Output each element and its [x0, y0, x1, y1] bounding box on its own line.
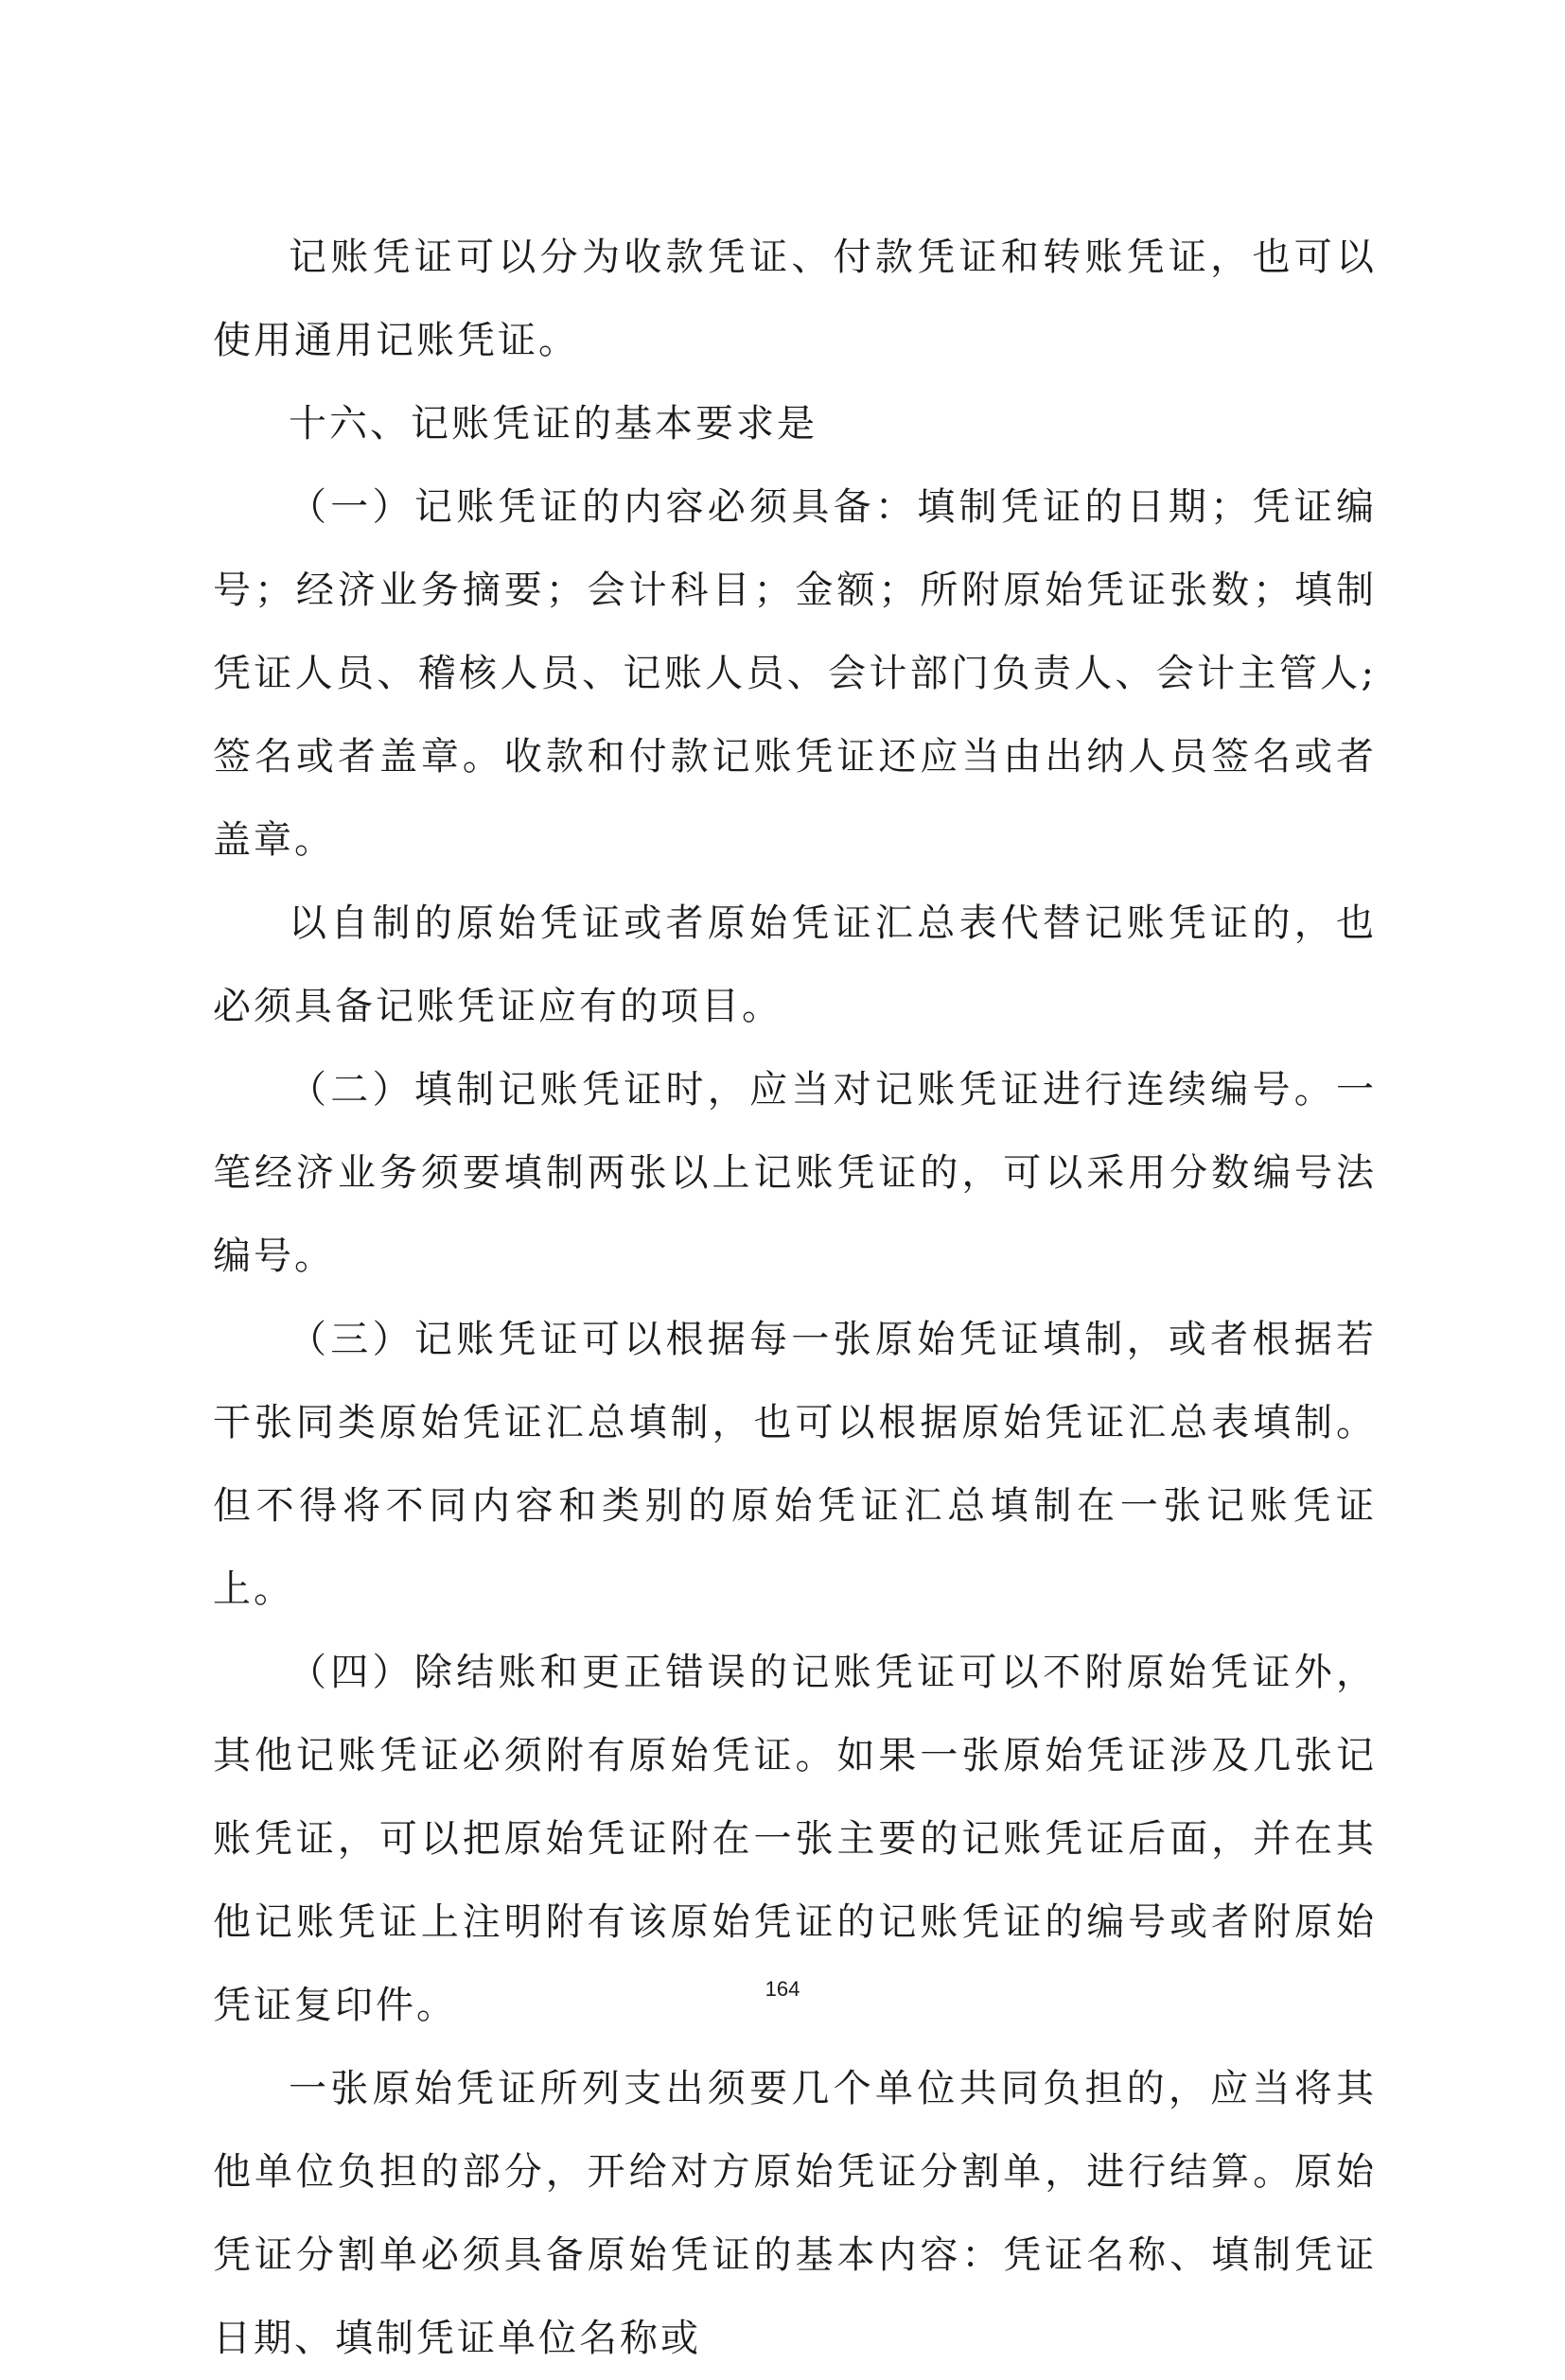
paragraph-item-2: （二）填制记账凭证时，应当对记账凭证进行连续编号。一笔经济业务须要填制两张以上记账凭证的，可以采用分数编号法编号。: [213, 1068, 1377, 1278]
paragraph-split-voucher: 一张原始凭证所列支出须要几个单位共同负担的，应当将其他单位负担的部分，开给对方原始凭证分割单，进行结算。原始凭证分割单必须具备原始凭证的基本内容：凭证名称、填制凭证日期、填制凭证单位名称或: [213, 2067, 1377, 2360]
paragraph-voucher-types: 记账凭证可以分为收款凭证、付款凭证和转账凭证，也可以使用通用记账凭证。: [213, 236, 1377, 362]
page-number: 164: [765, 1977, 800, 2001]
body-text: [213, 216, 1377, 2380]
paragraph-item-4: （四）除结账和更正错误的记账凭证可以不附原始凭证外，其他记账凭证必须附有原始凭证。如果一张原始凭证涉及几张记账凭证，可以把原始凭证附在一张主要的记账凭证后面，并在其他记账凭证上注明附有该原始凭证的记账凭证的编号或者附原始凭证复印件。: [213, 1651, 1377, 2027]
paragraph-item-1: （一）记账凭证的内容必须具备：填制凭证的日期；凭证编号；经济业务摘要；会计科目；金额；所附原始凭证张数；填制凭证人员、稽核人员、记账人员、会计部门负责人、会计主管人;签名或者盖章。收款和付款记账凭证还应当由出纳人员签名或者盖章。: [213, 485, 1377, 862]
paragraph-self-made-vouchers: 以自制的原始凭证或者原始凭证汇总表代替记账凭证的，也必须具备记账凭证应有的项目。: [213, 901, 1377, 1028]
paragraph-item-3: （三）记账凭证可以根据每一张原始凭证填制，或者根据若干张同类原始凭证汇总填制，也可以根据原始凭证汇总表填制。但不得将不同内容和类别的原始凭证汇总填制在一张记账凭证上。: [213, 1318, 1377, 1611]
section-heading-16: 十六、记账凭证的基本要求是: [289, 402, 818, 446]
